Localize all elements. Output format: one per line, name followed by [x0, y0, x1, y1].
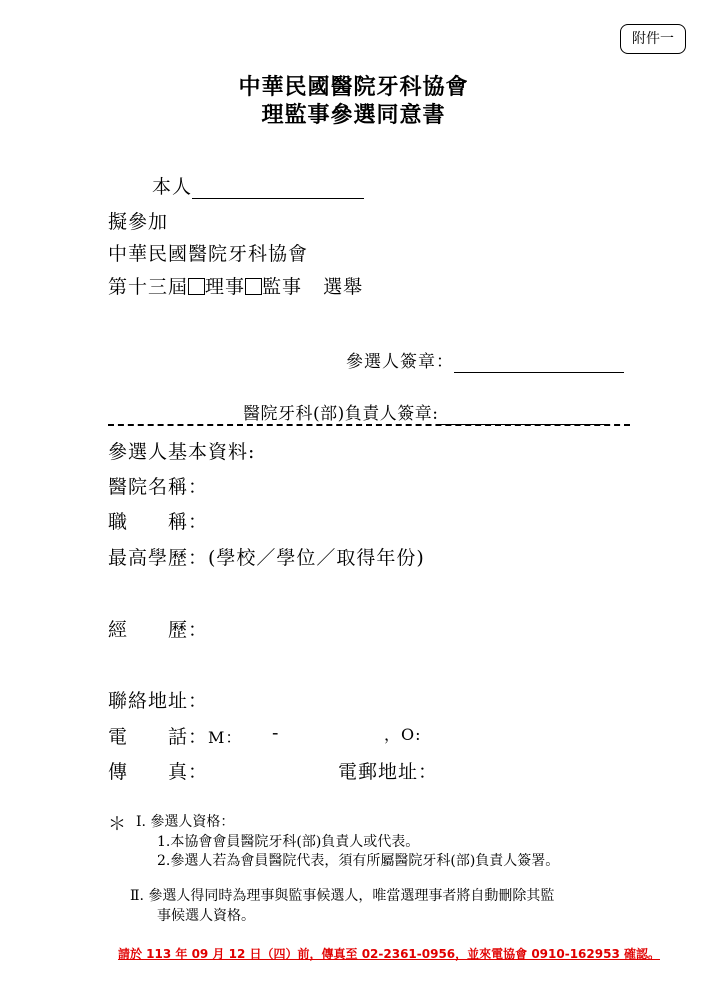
job-title-field[interactable]: 職 稱：	[108, 511, 209, 533]
candidate-seal-row	[346, 347, 624, 373]
title-line-2: 理監事參選同意書	[261, 102, 446, 128]
note-item2-line2: 事候選人資格。	[157, 908, 255, 924]
self-label: 本人	[152, 176, 193, 198]
note-star: ＊	[108, 814, 126, 835]
phone-dash: -	[272, 722, 280, 744]
supervisor-label: 監事	[262, 276, 303, 298]
hospital-name-field[interactable]: 醫院名稱：	[108, 476, 209, 498]
election-suffix: 選舉	[323, 276, 364, 298]
fax-field[interactable]: 傳 真：	[108, 761, 209, 783]
dept-head-seal-row	[243, 399, 609, 425]
director-checkbox[interactable]	[188, 278, 205, 295]
election-row	[108, 272, 363, 299]
self-name-line[interactable]	[192, 176, 364, 199]
note-item2-line1: Ⅱ. 參選人得同時為理事與監事候選人，唯當選理事者將自動刪除其監	[130, 888, 555, 904]
attachment-label: 附件一	[620, 24, 686, 54]
candidate-seal-line[interactable]	[454, 352, 624, 373]
deadline-notice: 請於 113 年 09 月 12 日（四）前，傳真至 02-2361-0956，並來電協會 0910-162953 確認。	[118, 947, 660, 961]
note-item1-label: Ⅰ. 參選人資格：	[136, 814, 235, 830]
address-field[interactable]: 聯絡地址：	[108, 690, 209, 712]
note-item1-sub1: 1.本協會會員醫院牙科(部)負責人或代表。	[157, 834, 420, 850]
dept-head-seal-line[interactable]	[439, 404, 609, 425]
phone-o-field[interactable]: ，O:	[384, 725, 422, 744]
association-name: 中華民國醫院牙科協會	[108, 243, 309, 265]
experience-field[interactable]: 經 歷：	[108, 619, 209, 641]
director-label: 理事	[205, 276, 246, 298]
supervisor-checkbox[interactable]	[245, 278, 262, 295]
candidate-seal-label: 參選人簽章：	[346, 352, 454, 372]
self-row	[152, 172, 364, 199]
dept-head-seal-label: 醫院牙科(部)負責人簽章:	[243, 404, 439, 424]
title-line-1: 中華民國醫院牙科協會	[238, 74, 469, 100]
phone-m-field[interactable]: M：	[208, 728, 243, 747]
dashed-divider	[108, 424, 630, 426]
email-field[interactable]: 電郵地址：	[338, 761, 439, 783]
phone-row	[108, 722, 242, 749]
intend-label: 擬參加	[108, 211, 169, 233]
education-field[interactable]: 最高學歷：(學校／學位／取得年份)	[108, 547, 425, 569]
basic-info-heading: 參選人基本資料:	[108, 441, 256, 463]
phone-label: 電 話：	[108, 726, 209, 748]
election-prefix: 第十三屆	[108, 276, 189, 298]
note-item1-sub2: 2.參選人若為會員醫院代表，須有所屬醫院牙科(部)負責人簽署。	[157, 853, 560, 869]
